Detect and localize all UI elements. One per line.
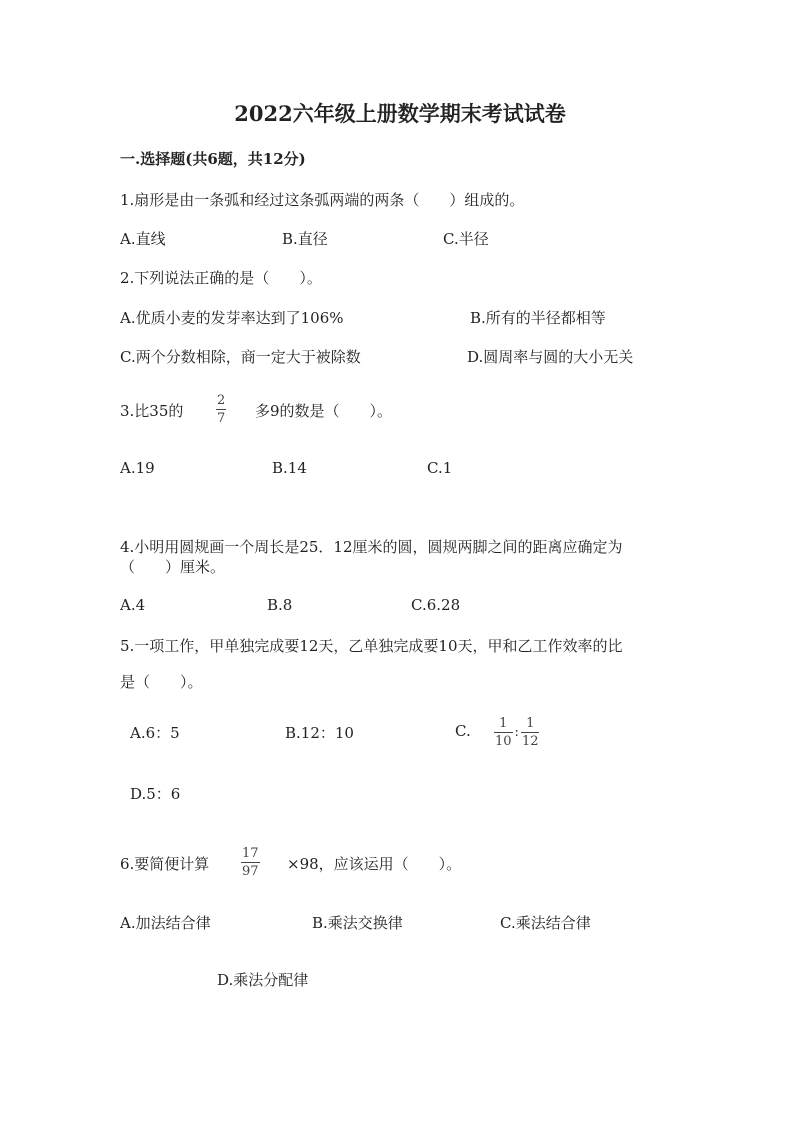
question-3-option-b: B.14 xyxy=(272,459,307,477)
question-6-stem-after: ×98，应该运用（ ）。 xyxy=(287,855,462,873)
ratio-right-denominator: 12 xyxy=(521,734,539,749)
question-3-option-c: C.1 xyxy=(427,459,453,477)
question-1-option-c: C.半径 xyxy=(443,230,489,248)
question-3-fraction xyxy=(216,393,226,426)
question-1-stem: 1.扇形是由一条弧和经过这条弧两端的两条（ ）组成的。 xyxy=(120,191,525,209)
ratio-left-numerator: 1 xyxy=(499,716,508,731)
question-6-option-d: D.乘法分配律 xyxy=(217,971,309,989)
question-4-option-b: B.8 xyxy=(267,596,293,614)
fraction-numerator: 17 xyxy=(242,846,259,861)
question-5-option-b: B.12：10 xyxy=(285,724,354,742)
ratio-right-bar xyxy=(521,732,540,733)
question-6-option-c: C.乘法结合律 xyxy=(500,914,591,932)
fraction-denominator: 97 xyxy=(242,864,259,879)
page-title: 2022六年级上册数学期末考试试卷 xyxy=(234,101,566,126)
question-1-option-a: A.直线 xyxy=(120,230,166,248)
question-2-option-b: B.所有的半径都相等 xyxy=(470,309,606,327)
question-6-stem-before: 6.要简便计算 xyxy=(120,855,210,873)
question-4-stem-line2: （ ）厘米。 xyxy=(120,558,226,576)
fraction-denominator: 7 xyxy=(217,411,226,426)
question-4-option-a: A.4 xyxy=(120,596,146,614)
question-6-fraction xyxy=(241,846,260,879)
question-2-option-a: A.优质小麦的发芽率达到了106% xyxy=(120,309,344,327)
question-6-option-b: B.乘法交换律 xyxy=(312,914,403,932)
fraction-bar xyxy=(241,862,260,863)
question-3-option-a: A.19 xyxy=(120,459,155,477)
question-6-option-a: A.加法结合律 xyxy=(120,914,211,932)
ratio-left-denominator: 10 xyxy=(495,734,512,749)
question-2-option-c: C.两个分数相除，商一定大于被除数 xyxy=(120,348,361,366)
ratio-right-fraction xyxy=(521,716,540,749)
question-5-option-a: A.6：5 xyxy=(130,724,180,742)
fraction-bar xyxy=(216,409,226,410)
question-5-option-d: D.5：6 xyxy=(130,785,181,803)
ratio-separator: : xyxy=(514,725,519,740)
question-3-stem-before: 3.比35的 xyxy=(120,402,184,420)
question-4-option-c: C.6.28 xyxy=(411,596,461,614)
ratio-right-numerator: 1 xyxy=(526,716,535,731)
section-heading: 一.选择题(共6题，共12分) xyxy=(120,150,306,168)
question-2-stem: 2.下列说法正确的是（ ）。 xyxy=(120,269,322,287)
ratio-left-bar xyxy=(494,732,513,733)
question-4-stem-line1: 4.小明用圆规画一个周长是25．12厘米的圆，圆规两脚之间的距离应确定为 xyxy=(120,538,623,556)
question-5-stem-line2: 是（ ）。 xyxy=(120,673,203,691)
question-1-option-b: B.直径 xyxy=(282,230,328,248)
question-5-option-c-ratio xyxy=(494,716,539,749)
fraction-numerator: 2 xyxy=(217,393,226,408)
question-5-stem-line1: 5.一项工作，甲单独完成要12天，乙单独完成要10天，甲和乙工作效率的比 xyxy=(120,637,623,655)
question-3-stem-after: 多9的数是（ ）。 xyxy=(255,402,393,420)
question-5-option-c: C. xyxy=(455,722,471,740)
ratio-left-fraction xyxy=(494,716,513,749)
question-2-option-d: D.圆周率与圆的大小无关 xyxy=(467,348,634,366)
